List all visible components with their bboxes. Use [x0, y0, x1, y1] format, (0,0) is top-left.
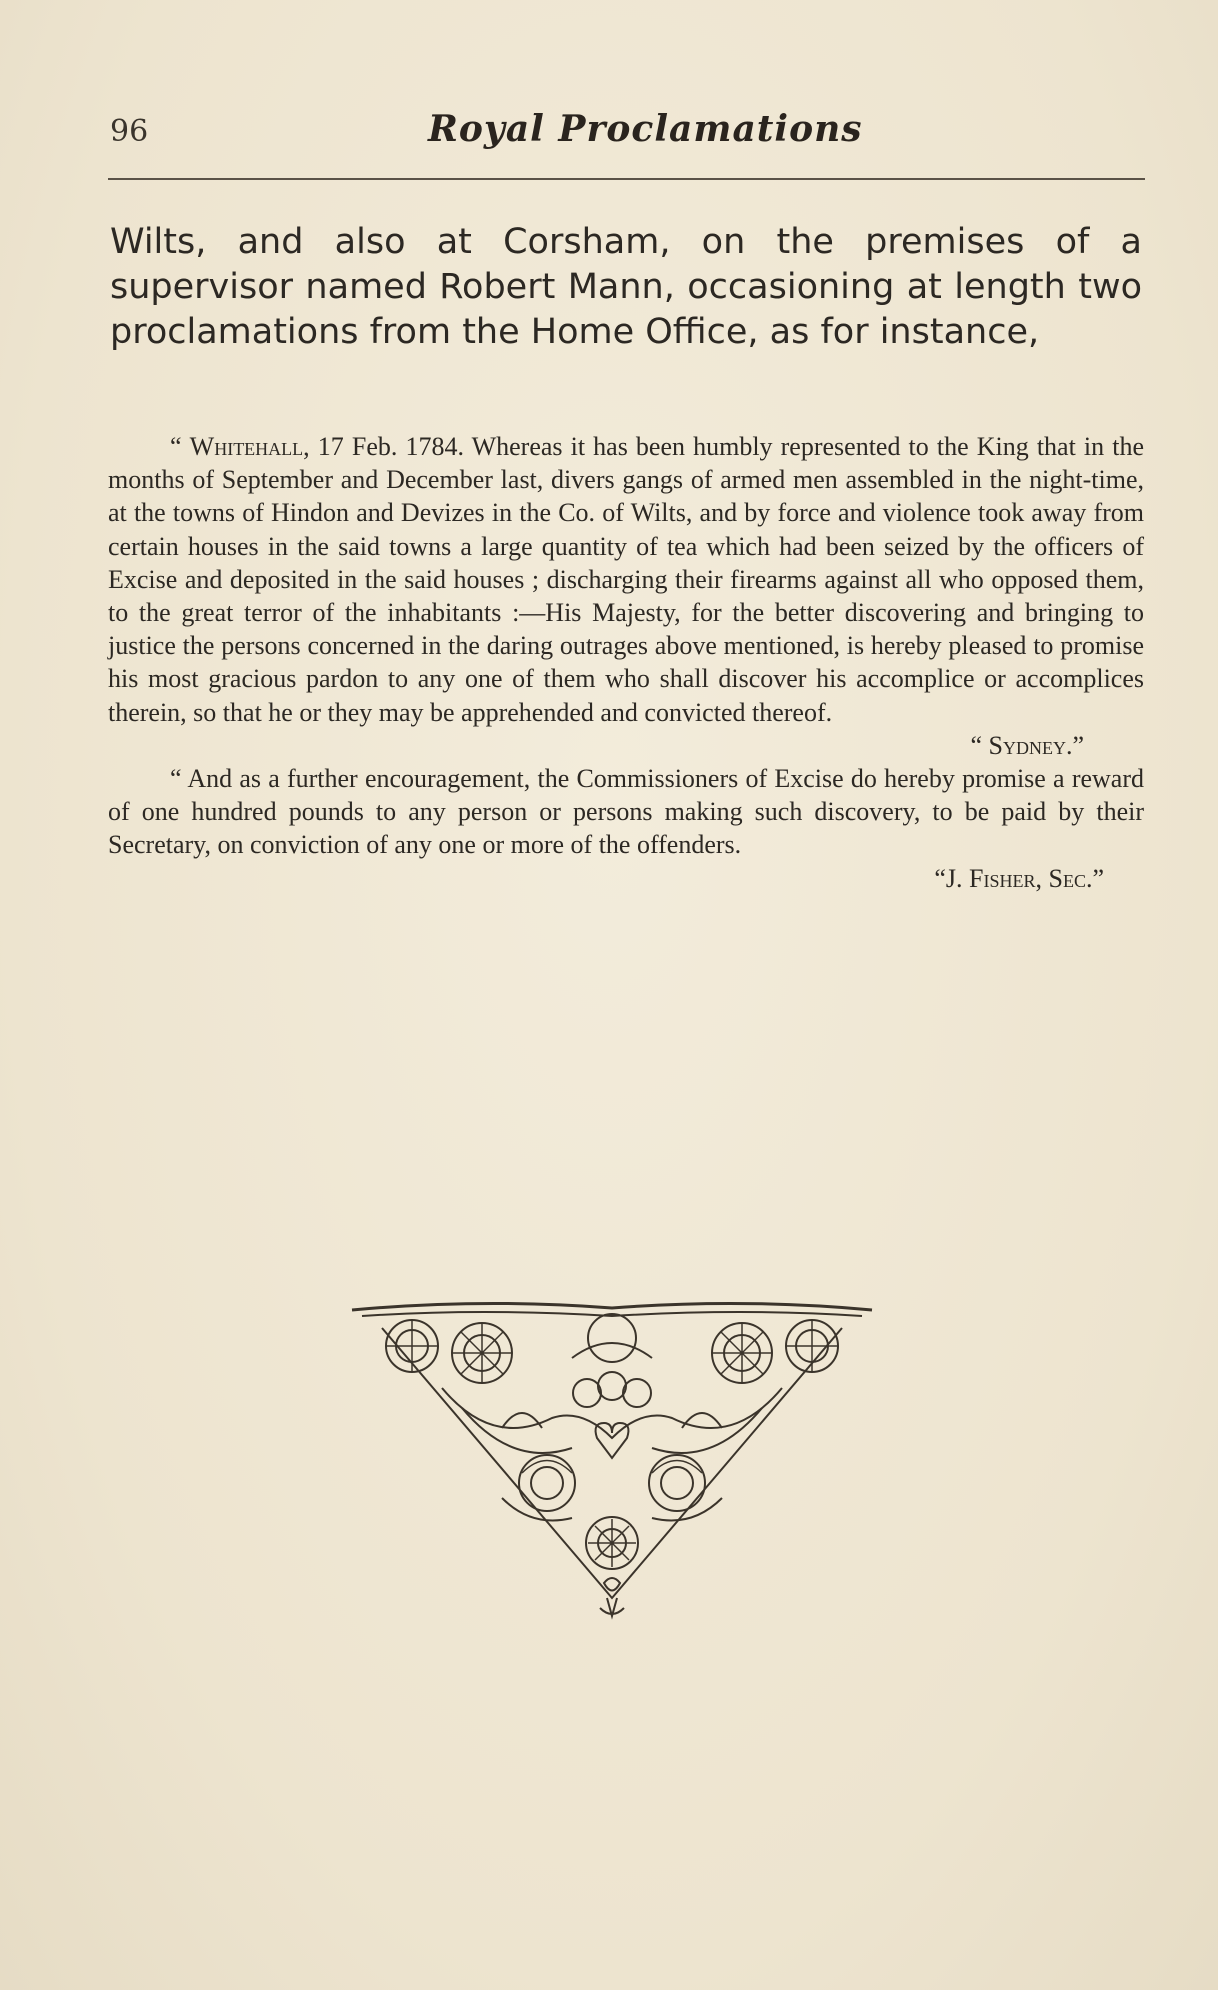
- running-title: Royal Proclamations: [428, 108, 863, 150]
- header-rule: [108, 178, 1145, 180]
- proclamation-paragraph: [108, 430, 1144, 729]
- tailpiece-ornament-icon: [342, 1298, 882, 1628]
- proclamation-quote: [108, 430, 1144, 895]
- proclamation-text: , 17 Feb. 1784. Whereas it has been humbly represented to the King that in the months of September and December last, divers gangs of armed men assembled in the night-time, at the towns of Hindon and Devizes in the Co. of Wilts, and by force and violence took away from certain houses in the said towns a large quantity of tea which had been seized by the officers of Excise and deposited in the said houses ; discharging their firearms against all who opposed them, to the great terror of the inhabitants :—His Majesty, for the better discovering and bringing to justice the persons concerned in the daring outrages above mentioned, is hereby pleased to promise his most gracious pardon to any one of them who shall discover his accomplice or accomplices therein, so that he or they may be apprehended and convicted thereof.: [108, 432, 1145, 727]
- body-text: [110, 220, 1142, 355]
- opening-quote-mark: “: [170, 432, 182, 461]
- place-name: Whitehall: [189, 432, 304, 461]
- signature-sydney: “ Sydney.”: [970, 730, 1084, 760]
- continuation-paragraph: “ And as a further encouragement, the Commissioners of Excise do hereby promise a reward of one hundred pounds to any person or persons making such discovery, to be paid by their Secretary, on conviction of any one or more of the offenders.: [108, 764, 1144, 860]
- page-header: [108, 108, 1145, 168]
- signature-fisher: “J. Fisher, Sec.”: [934, 863, 1104, 893]
- intro-paragraph: Wilts, and also at Corsham, on the premises of a supervisor named Robert Mann, occasioning at length two proclamations from the Home Office, as for instance,: [110, 222, 1142, 352]
- page-number: 96: [110, 114, 149, 149]
